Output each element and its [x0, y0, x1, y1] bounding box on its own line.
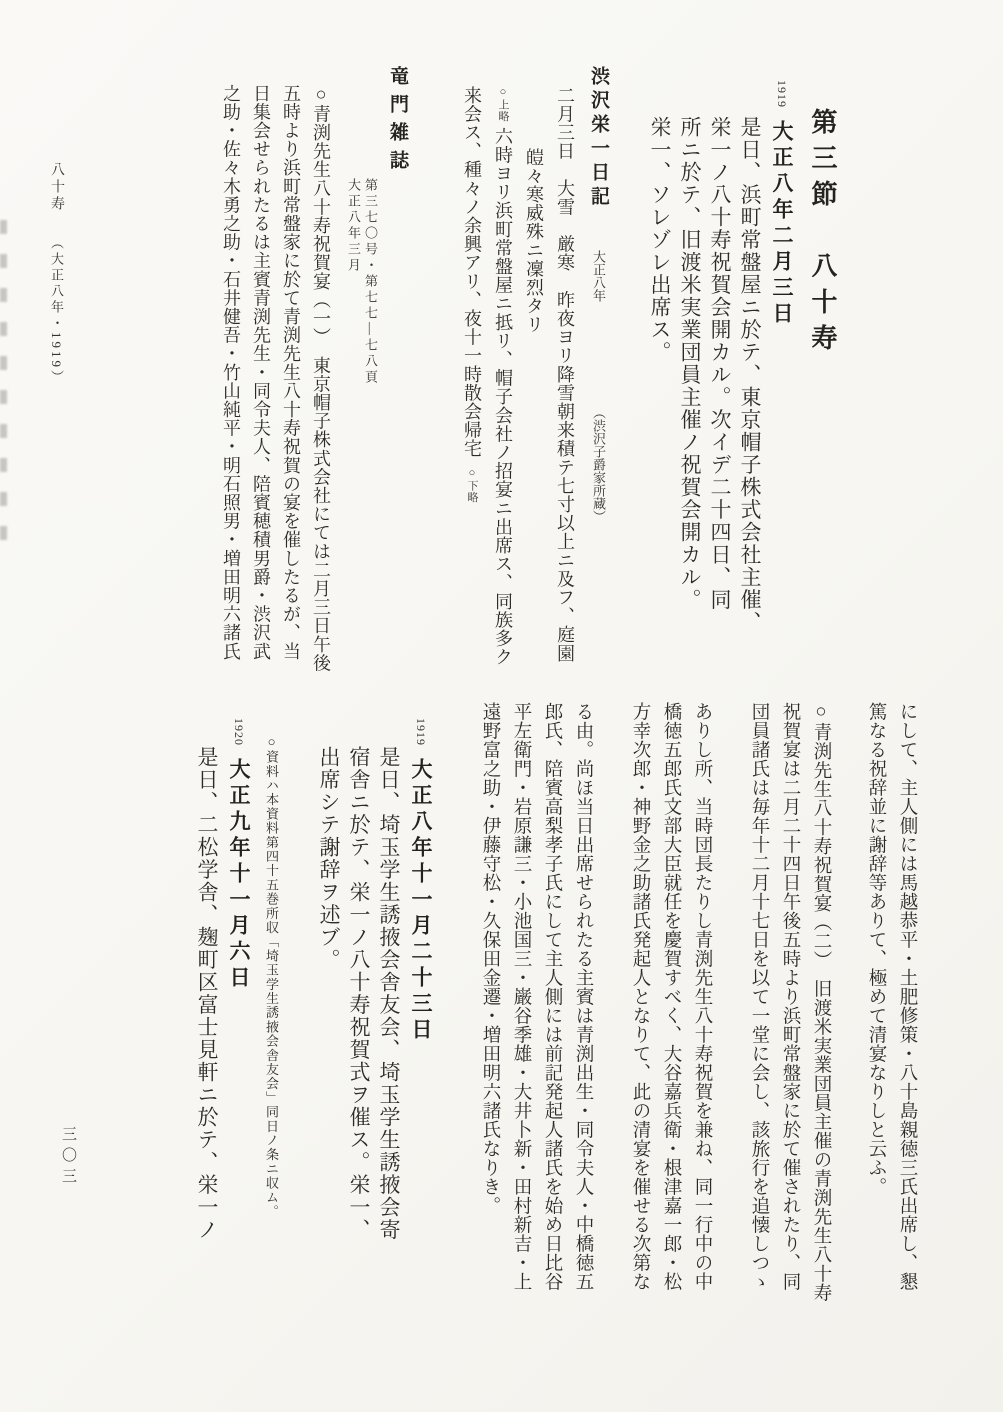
article-line: 方幸次郎・神野金之助諸氏発起人となりて、此の清宴を催せる次第な	[630, 702, 650, 1291]
diary-line: 皚々寒威殊ニ凜烈タリ	[524, 148, 544, 334]
journal-issue-date-label: 大正八年三月	[346, 178, 361, 274]
top-half	[216, 58, 845, 682]
article-line: 遠野富之助・伊藤守松・久保田金遷・増田明六諸氏なりき。	[480, 702, 500, 1215]
diary-title: 渋沢栄一日記	[588, 66, 609, 210]
article-paragraph	[624, 692, 717, 1342]
summary-line: 宿舎ニ於テ、栄一ノ八十寿祝賀式ヲ催ス。栄一、	[347, 746, 371, 1241]
year-label: 1919	[775, 80, 789, 108]
entry-summary-2	[314, 692, 404, 1342]
article-line: 団員諸氏は毎年十二月十七日を以て一堂に会し、該旅行を追懐しつゝ	[749, 702, 769, 1291]
omission-end-marker: ○下略	[466, 467, 478, 503]
diary-line-text: 来会ス、種々ノ余興アリ、夜十一時散会帰宅	[462, 86, 482, 458]
article-line: 篤なる祝辞並に謝辞等ありて、極めて清宴なりしと云ふ。	[866, 702, 886, 1196]
journal-title-line	[379, 58, 416, 682]
date-heading-1920-11-06	[222, 692, 256, 1342]
source-note: ○資料ハ本資料第四十五巻所収「埼玉学生誘掖会舎友会」同日ノ条ニ収ム。	[264, 734, 279, 1219]
margin-label-note: （大正八年・1919）	[49, 235, 64, 386]
journal-issue-pair	[345, 178, 379, 386]
summary-line: 是日、二松学舎、麹町区富士見軒ニ於テ、栄一ノ	[195, 746, 219, 1241]
diary-excerpt	[456, 58, 617, 682]
summary-line: 出席シテ謝辞ヲ述ブ。	[317, 746, 341, 971]
running-margin-label	[46, 162, 66, 386]
summary-line: 是日、埼玉学生誘掖会舎友会、埼玉学生誘掖会寄	[377, 746, 401, 1241]
diary-title-line	[580, 58, 617, 682]
journal-line: 之助・佐々木勇之助・石井健吾・竹山純平・明石照男・増田明六諸氏	[221, 84, 241, 661]
date-heading-1919-11-23	[404, 692, 438, 1342]
article-line: ありし所、当時団長たりし青渕先生八十寿祝賀を兼ね、同一行中の中	[692, 702, 712, 1291]
date-label: 大正九年十一月六日	[227, 758, 251, 992]
diary-line	[487, 58, 518, 682]
summary-line: 是日、浜町常盤屋ニ於テ、東京帽子株式会社主催、	[738, 116, 762, 634]
date-label: 大正八年十一月二十三日	[409, 758, 433, 1044]
article-line: ○青渕先生八十寿祝賀宴（二） 旧渡米実業団員主催の青渕先生八十寿	[811, 702, 831, 1303]
year-label: 1919	[414, 718, 428, 746]
omission-start-marker: ○上略	[497, 86, 509, 122]
diary-line	[456, 58, 487, 682]
year-label: 1920	[232, 718, 246, 746]
journal-line: 日集会せられたるは主賓青渕先生・同令夫人、陪賓穂積男爵・渋沢武	[251, 84, 271, 661]
journal-issue-note	[336, 58, 379, 682]
article-paragraph	[743, 692, 836, 1342]
section-title: 第三節 八十寿	[808, 108, 837, 360]
bottom-half	[192, 692, 922, 1342]
article-line: にして、主人側には馬越恭平・土肥修策・八十島親徳三氏出席し、懇	[897, 702, 917, 1291]
article-line: 橋徳五郎氏文部大臣就任を慶賀すべく、大谷嘉兵衛・根津嘉一郎・松	[661, 702, 681, 1291]
journal-issue-label: 第三七〇号・第七七―七八頁	[363, 178, 378, 386]
journal-line: ○青渕先生八十寿祝賀宴（一） 東京帽子株式会社にては二月三日午後	[311, 84, 331, 673]
article-line: る由。尚ほ当日出席せられたる主賓は青渕出生・同令夫人・中橋徳五	[573, 702, 593, 1291]
summary-line: 栄一ノ八十寿祝賀会開カル。次イデ二十四日、同	[708, 116, 732, 611]
entry-summary-1	[645, 58, 765, 682]
article-line: 祝賀宴は二月二十四日午後五時より浜町常盤家に於て催されたり、同	[780, 702, 800, 1291]
diary-line: 二月三日 大雪 厳寒 昨夜ヨリ降雪朝来積テ七寸以上ニ及フ、庭園	[555, 86, 575, 663]
margin-label-text: 八十寿	[49, 162, 64, 213]
diary-era-label: 大正八年	[591, 250, 606, 302]
date-heading-1919-02-03	[765, 58, 799, 682]
diary-source-label: （渋沢子爵家所蔵）	[591, 406, 606, 523]
journal-line: 五時より浜町常盤家に於て青渕先生八十寿祝賀の宴を催したるが、当	[281, 84, 301, 661]
article-line: 郎氏、陪賓高梨孝子氏にして主人側には前記発起人諸氏を始め日比谷	[542, 702, 562, 1291]
summary-line: 所ニ於テ、旧渡米実業団員主催ノ祝賀会開カル。	[678, 116, 702, 611]
summary-line: 栄一、ソレゾレ出席ス。	[648, 116, 672, 364]
journal-title: 竜門雑誌	[387, 66, 408, 178]
diary-line-text: 六時ヨリ浜町常盤屋ニ抵リ、帽子会社ノ招宴ニ出席ス、同族多ク	[493, 126, 513, 667]
entry-summary-3	[192, 692, 222, 1342]
scan-edge-artifact	[0, 220, 7, 560]
date-label: 大正八年二月三日	[770, 120, 794, 328]
article-line: 平左衛門・岩原謙三・小池国三・巌谷季雄・大井卜新・田村新吉・上	[511, 702, 531, 1291]
page-number: 三〇三	[60, 1126, 76, 1189]
article-paragraph	[860, 692, 922, 1342]
journal-excerpt	[216, 58, 416, 682]
article-paragraph	[474, 692, 598, 1342]
